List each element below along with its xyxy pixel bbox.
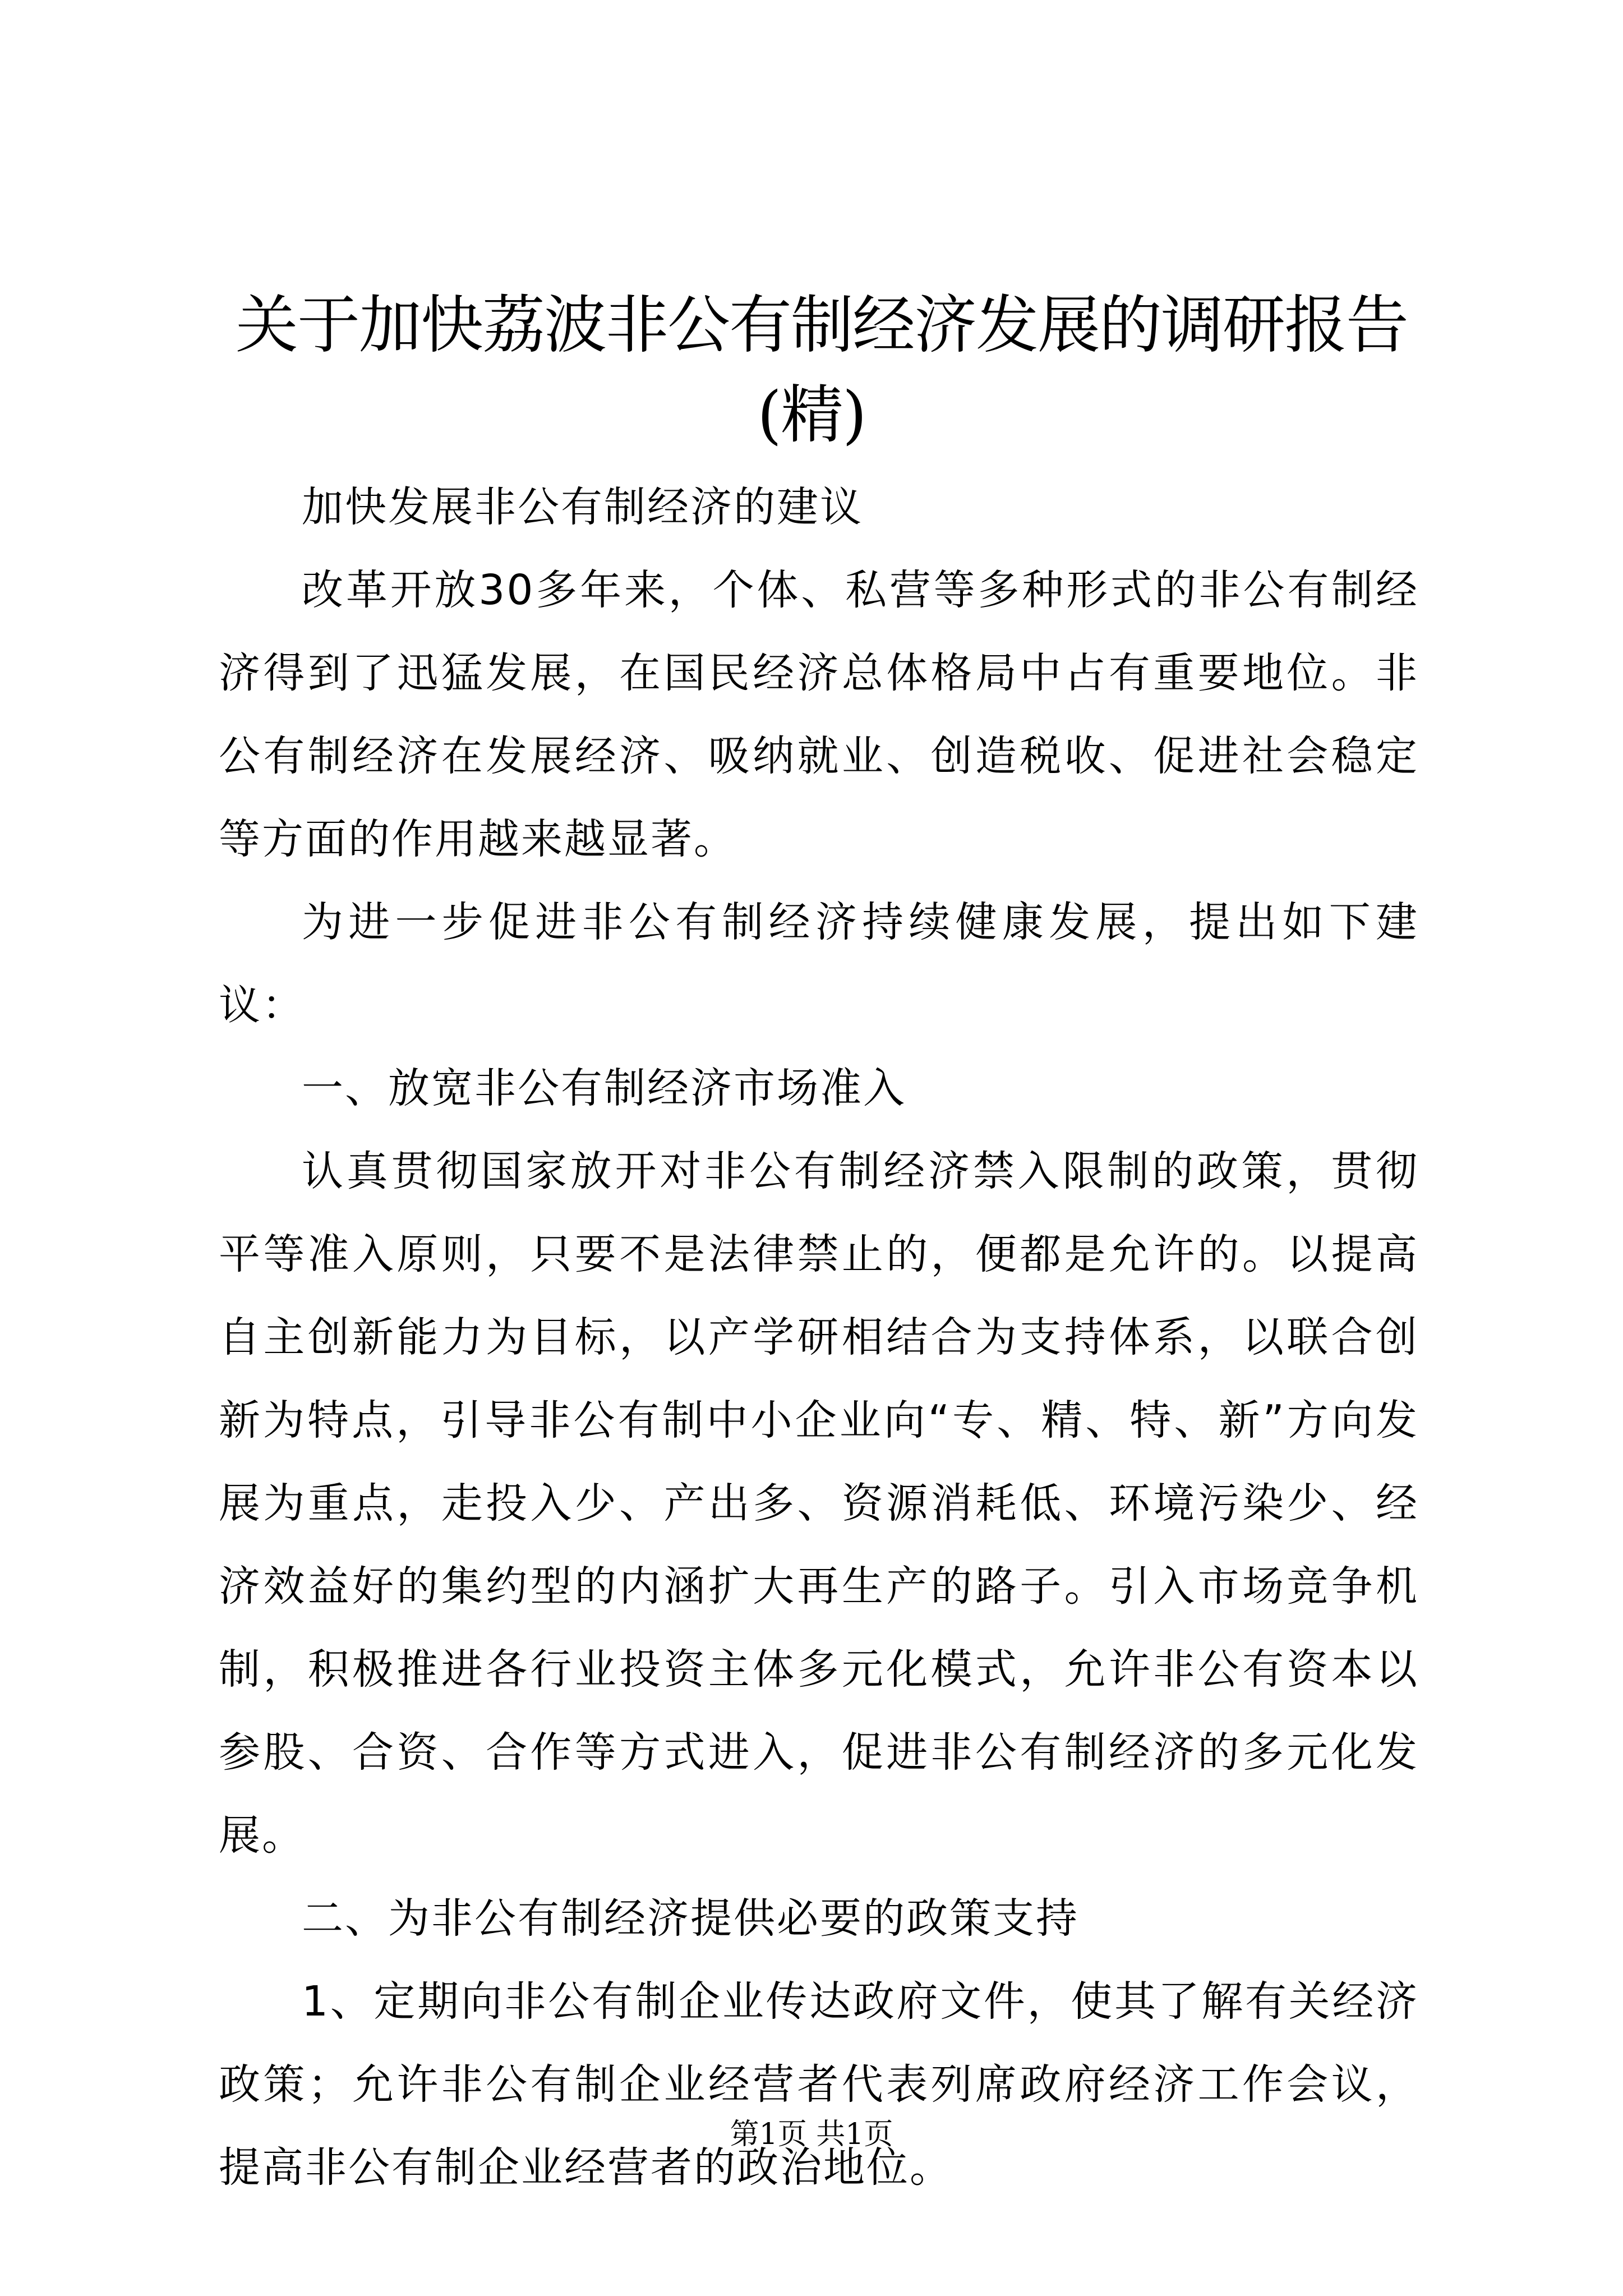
paragraph-item-1: 1、定期向非公有制企业传达政府文件，使其了解有关经济政策；允许非公有制企业经营者代表列席政府经济工作会议，提高非公有制企业经营者的政治地位。 — [219, 1977, 1419, 2192]
document-body — [219, 466, 1419, 2209]
section-heading-1: 一、放宽非公有制经济市场准入 — [302, 1064, 906, 1112]
paragraph-section-1: 认真贯彻国家放开对非公有制经济禁入限制的政策，贯彻平等准入原则，只要不是法律禁止的，便都是允许的。以提高自主创新能力为目标，以产学研相结合为支持体系，以联合创新为特点，引导非公有制中小企业向“专、精、特、新”方向发展为重点，走投入少、产出多、资源消耗低、环境污染少、经济效益好的集约型的内涵扩大再生产的路子。引入市场竞争机制，积极推进各行业投资主体多元化模式，允许非公有资本以参股、合资、合作等方式进入，促进非公有制经济的多元化发展。 — [219, 1147, 1419, 1860]
section-heading-2: 二、为非公有制经济提供必要的政策支持 — [302, 1894, 1079, 1943]
page-footer: 第1页 共1页 — [730, 2118, 893, 2151]
paragraph-lead-in: 为进一步促进非公有制经济持续健康发展，提出如下建议： — [219, 898, 1419, 1029]
title-line-1: 关于加快荔波非公有制经济发展的调研报告 — [236, 289, 1408, 362]
paragraph-intro: 改革开放30多年来，个体、私营等多种形式的非公有制经济得到了迅猛发展，在国民经济总体格局中占有重要地位。非公有制经济在发展经济、吸纳就业、创造税收、促进社会稳定等方面的作用越来越显著。 — [219, 566, 1419, 863]
document-title — [236, 280, 1408, 460]
title-line-2: (精) — [757, 379, 866, 452]
paragraph-heading-suggestions: 加快发展非公有制经济的建议 — [302, 483, 863, 531]
